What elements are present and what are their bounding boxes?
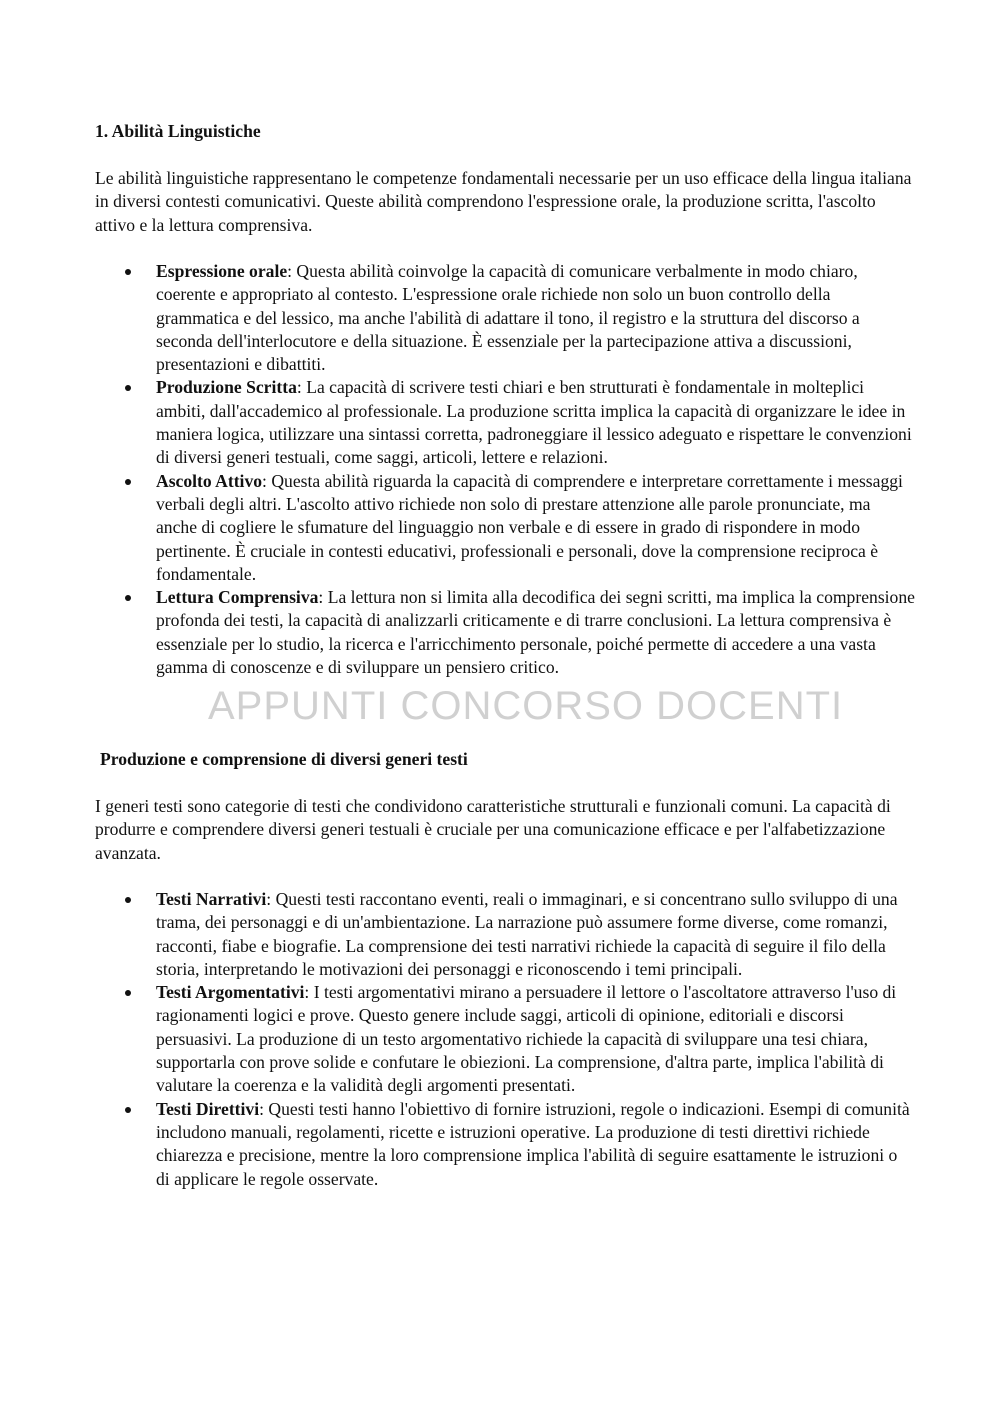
section-2-list [95,888,915,1191]
list-item [95,888,915,981]
list-item [95,376,915,469]
list-item [95,470,915,586]
section-1-list [95,260,915,679]
bullet-icon [125,1107,131,1113]
list-item-text: : Questa abilità coinvolge la capacità di comunicare verbalmente in modo chiaro, coerente e appropriato al contesto. L'espressione orale richiede non solo un buon controllo della grammatica e del lessico, ma anche l'abilità di adattare il tono, il registro e la struttura del discorso a seconda dell'interlocutore e della situazione. È essenziale per la partecipazione attiva a discussioni, presentazioni e dibattiti. [156,261,860,375]
list-item [95,586,915,679]
list-item-text: : La lettura non si limita alla decodifica dei segni scritti, ma implica la comprensione profonda dei testi, la capacità di analizzarli criticamente e di trarre conclusioni. La lettura comprensiva è essenziale per lo studio, la ricerca e l'arricchimento personale, poiché permette di accedere a una vasta gamma di conoscenze e di sviluppare un pensiero critico. [156,587,915,678]
bullet-icon [125,479,131,485]
section-2-title: Produzione e comprensione di diversi generi testi [100,749,468,769]
list-item [95,260,915,376]
list-item-text: : Questi testi raccontano eventi, reali o immaginari, e si concentrano sullo sviluppo di una trama, dei personaggi e di un'ambientazione. La narrazione può assumere forme diverse, come romanzi, racconti, fiabe e biografie. La comprensione dei testi narrativi richiede la capacità di seguire il filo della storia, interpretando le motivazioni dei personaggi e riconoscendo i temi principali. [156,889,898,979]
list-item-text: : Questa abilità riguarda la capacità di comprendere e interpretare correttamente i messaggi verbali degli altri. L'ascolto attivo richiede non solo di prestare attenzione alle parole pronunciate, ma anche di cogliere le sfumature del linguaggio non verbale e di essere in grado di rispondere in modo pertinente. È cruciale in contesti educativi, professionali e personali, dove la comprensione reciproca è fondamentale. [156,470,903,584]
bullet-icon [125,269,131,275]
list-item-term: Ascolto Attivo [156,470,263,491]
bullet-icon [125,897,131,903]
list-item [95,1098,915,1191]
section-1-intro: Le abilità linguistiche rappresentano le competenze fondamentali necessarie per un uso efficace della lingua italiana in diversi contesti comunicativi. Queste abilità comprendono l'espressione orale, la produzione scritta, l'ascolto attivo e la lettura comprensiva. [95,168,912,235]
bullet-icon [125,595,131,601]
watermark: APPUNTI CONCORSO DOCENTI [208,684,844,728]
list-item-term: Lettura Comprensiva [156,587,319,608]
bullet-icon [125,990,131,996]
list-item-term: Produzione Scritta [156,377,297,398]
list-item-text: : La capacità di scrivere testi chiari e ben strutturati è fondamentale in molteplici ambiti, dall'accademico al professionale. La produzione scritta implica la capacità di organizzare le idee in maniera logica, utilizzare una sintassi corretta, padroneggiare il lessico adeguato e rispettare le convenzioni di diversi generi testuali, come saggi, articoli, lettere e relazioni. [156,377,912,468]
list-item [95,981,915,1097]
bullet-icon [125,385,131,391]
section-2-intro: I generi testi sono categorie di testi che condividono caratteristiche strutturali e funzionali comuni. La capacità di produrre e comprendere diversi generi testuali è cruciale per una comunicazione efficace e per l'alfabetizzazione avanzata. [95,796,891,863]
list-item-term: Testi Narrativi [156,889,267,909]
list-item-term: Testi Argomentativi [156,982,305,1003]
list-item-text: : Questi testi hanno l'obiettivo di fornire istruzioni, regole o indicazioni. Esempi di comunità includono manuali, regolamenti, ricette e istruzioni operative. La produzione di testi direttivi richiede chiarezza e precisione, mentre la loro comprensione implica l'abilità di seguire esattamente le istruzioni o di applicare le regole osservate. [156,1098,910,1189]
list-item-text: : I testi argomentativi mirano a persuadere il lettore o l'ascoltatore attraverso l'uso di ragionamenti logici e prove. Questo genere include saggi, articoli di opinione, editoriali e discorsi persuasivi. La produzione di un testo argomentativo richiede la capacità di sviluppare una tesi chiara, supportarla con prove solide e confutare le obiezioni. La comprensione, d'altra parte, implica l'abilità di valutare la coerenza e la validità degli argomenti presentati. [156,982,897,1096]
list-item-term: Espressione orale [156,261,288,281]
section-1-title: 1. Abilità Linguistiche [95,121,261,141]
list-item-term: Testi Direttivi [156,1098,260,1119]
